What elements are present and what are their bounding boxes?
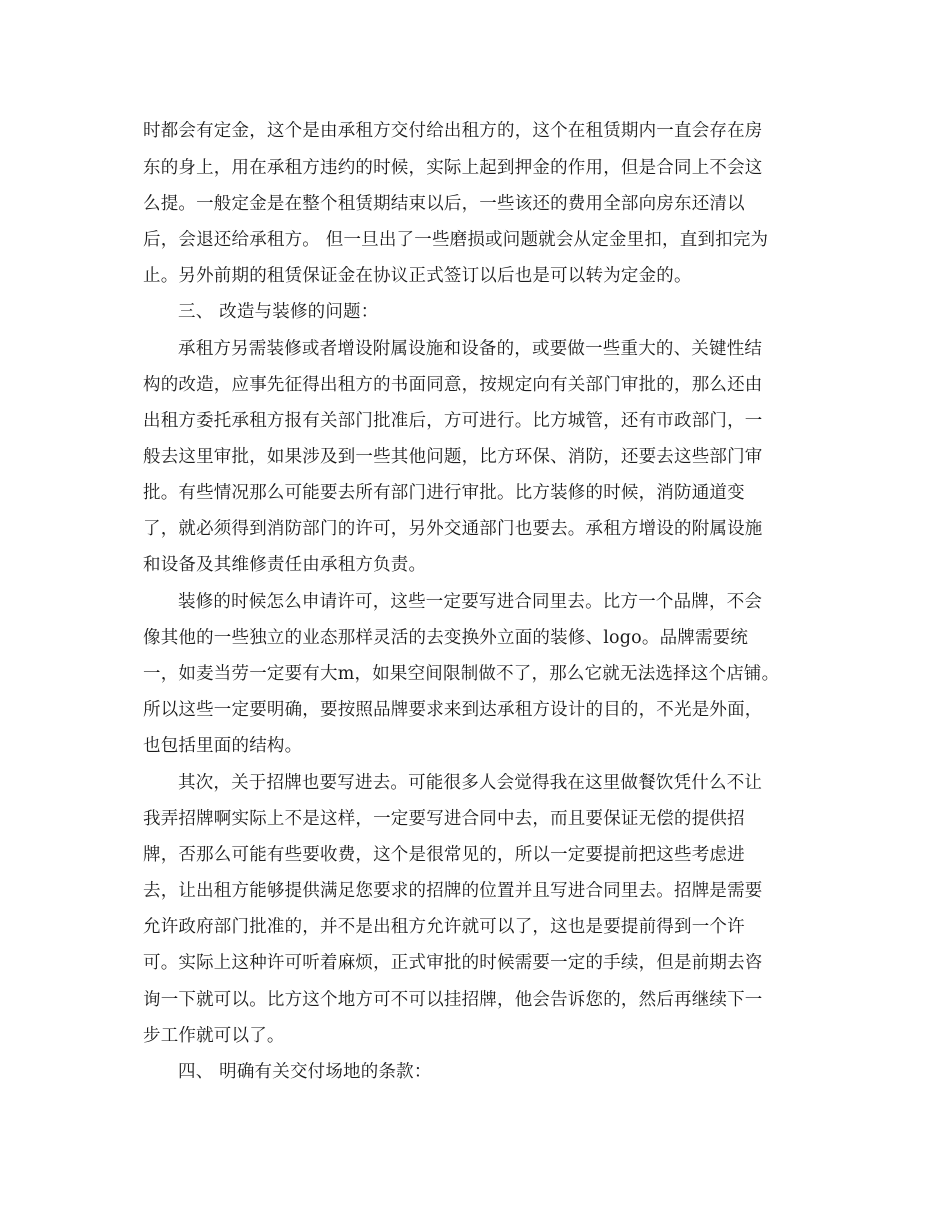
paragraph-line: 装修的时候怎么申请许可，这些一定要写进合同里去。比方一个品牌，不会 xyxy=(178,592,763,612)
paragraph-line: 构的改造，应事先征得出租方的书面同意，按规定向有关部门审批的，那么还由 xyxy=(143,375,763,395)
paragraph-line: 了，就必须得到消防部门的许可，另外交通部门也要去。承租方增设的附属设施 xyxy=(143,519,763,539)
paragraph-line: 后，会退还给承租方。 但一旦出了一些磨损或问题就会从定金里扣，直到扣完为 xyxy=(143,230,769,250)
paragraph-line: 其次，关于招牌也要写进去。可能很多人会觉得我在这里做餐饮凭什么不让 xyxy=(178,773,763,793)
paragraph-line: 和设备及其维修责任由承租方负责。 xyxy=(143,555,427,575)
section-heading: 四、 明确有关交付场地的条款： xyxy=(178,1062,432,1082)
paragraph-line: 东的身上，用在承租方违约的时候，实际上起到押金的作用，但是合同上不会这 xyxy=(143,158,763,178)
paragraph-line: 般去这里审批，如果涉及到一些其他问题，比方环保、消防，还要去这些部门审 xyxy=(143,447,763,467)
paragraph-line: 询一下就可以。比方这个地方可不可以挂招牌，他会告诉您的，然后再继续下一 xyxy=(143,990,763,1010)
paragraph-line: 承租方另需装修或者增设附属设施和设备的，或要做一些重大的、关键性结 xyxy=(178,339,763,359)
section-heading: 三、 改造与装修的问题： xyxy=(178,302,379,322)
paragraph-line: 我弄招牌啊实际上不是这样，一定要写进合同中去，而且要保证无偿的提供招 xyxy=(143,809,745,829)
paragraph-line: 么提。一般定金是在整个租赁期结束以后，一些该还的费用全部向房东还清以 xyxy=(143,194,745,214)
paragraph-line: 时都会有定金，这个是由承租方交付给出租方的，这个在租赁期内一直会存在房 xyxy=(143,121,763,141)
paragraph-line: 牌，否那么可能有些要收费，这个是很常见的，所以一定要提前把这些考虑进 xyxy=(143,845,745,865)
paragraph-line: 一，如麦当劳一定要有大m，如果空间限制做不了，那么它就无法选择这个店铺。 xyxy=(143,664,780,684)
paragraph-line: 可。实际上这种许可听着麻烦，正式审批的时候需要一定的手续，但是前期去咨 xyxy=(143,953,763,973)
paragraph-line: 像其他的一些独立的业态那样灵活的去变换外立面的装修、logo。品牌需要统 xyxy=(143,628,749,648)
paragraph-line: 步工作就可以了。 xyxy=(143,1026,285,1046)
paragraph-line: 止。另外前期的租赁保证金在协议正式签订以后也是可以转为定金的。 xyxy=(143,266,692,286)
paragraph-line: 也包括里面的结构。 xyxy=(143,736,303,756)
paragraph-line: 出租方委托承租方报有关部门批准后，方可进行。比方城管，还有市政部门，一 xyxy=(143,411,763,431)
paragraph-line: 批。有些情况那么可能要去所有部门进行审批。比方装修的时候，消防通道变 xyxy=(143,483,745,503)
paragraph-line: 去，让出租方能够提供满足您要求的招牌的位置并且写进合同里去。招牌是需要 xyxy=(143,881,763,901)
paragraph-line: 所以这些一定要明确，要按照品牌要求来到达承租方设计的目的，不光是外面， xyxy=(143,700,763,720)
paragraph-line: 允许政府部门批准的，并不是出租方允许就可以了，这也是要提前得到一个许 xyxy=(143,917,745,937)
